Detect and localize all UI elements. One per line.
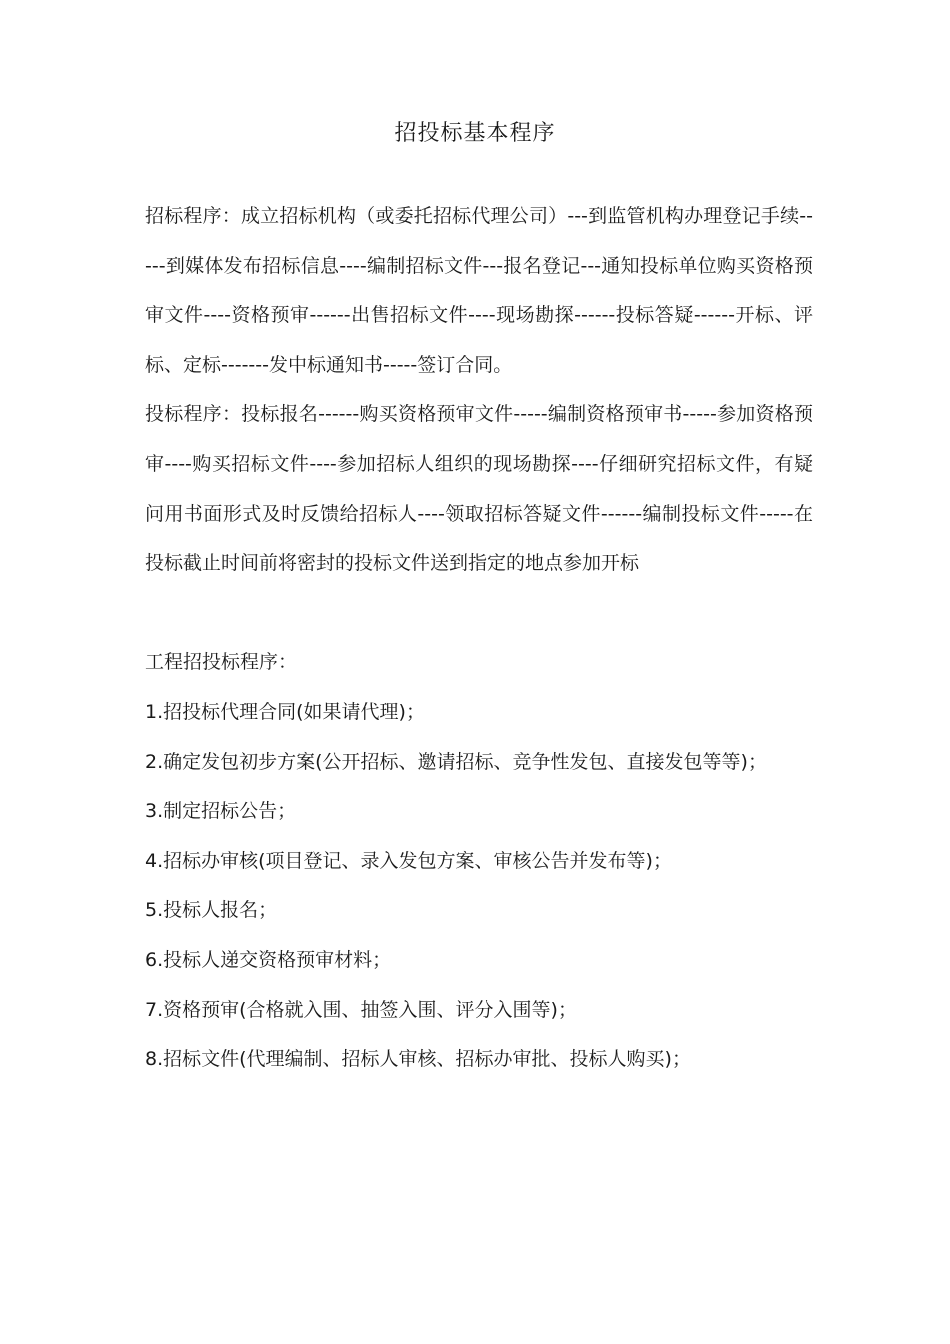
list-item: 6.投标人递交资格预审材料； bbox=[145, 948, 392, 971]
list-item: 7.资格预审(合格就入围、抽签入围、评分入围等)； bbox=[145, 998, 577, 1021]
list-item: 2.确定发包初步方案(公开招标、邀请招标、竞争性发包、直接发包等等)； bbox=[145, 750, 767, 773]
list-item: 1.招投标代理合同(如果请代理)； bbox=[145, 700, 425, 723]
document-title: 招投标基本程序 bbox=[394, 121, 556, 146]
paragraph-spacer bbox=[145, 589, 813, 639]
list-item: 3.制定招标公告； bbox=[145, 800, 297, 823]
bidding-procedure-paragraph: 招标程序：成立招标机构（或委托招标代理公司）---到监管机构办理登记手续-----到媒体发布招标信息----编制招标文件---报名登记---通知投标单位购买资格预审文件----资格预审------出售招标文件----现场勘探------投标答疑------开标、评标、定标-------发中标通知书-----签订合同。 bbox=[145, 205, 813, 376]
list-item: 5.投标人报名； bbox=[145, 899, 278, 922]
section-heading: 工程招投标程序： bbox=[145, 651, 298, 674]
list-item: 4.招标办审核(项目登记、录入发包方案、审核公告并发布等)； bbox=[145, 849, 672, 872]
document-body bbox=[145, 192, 813, 1085]
tender-procedure-paragraph: 投标程序：投标报名------购买资格预审文件-----编制资格预审书-----参加资格预审----购买招标文件----参加招标人组织的现场勘探----仔细研究招标文件，有疑问用书面形式及时反馈给招标人----领取招标答疑文件------编制投标文件-----在投标截止时间前将密封的投标文件送到指定的地点参加开标 bbox=[145, 403, 813, 575]
list-item: 8.招标文件(代理编制、招标人审核、招标办审批、投标人购买)； bbox=[145, 1048, 691, 1071]
